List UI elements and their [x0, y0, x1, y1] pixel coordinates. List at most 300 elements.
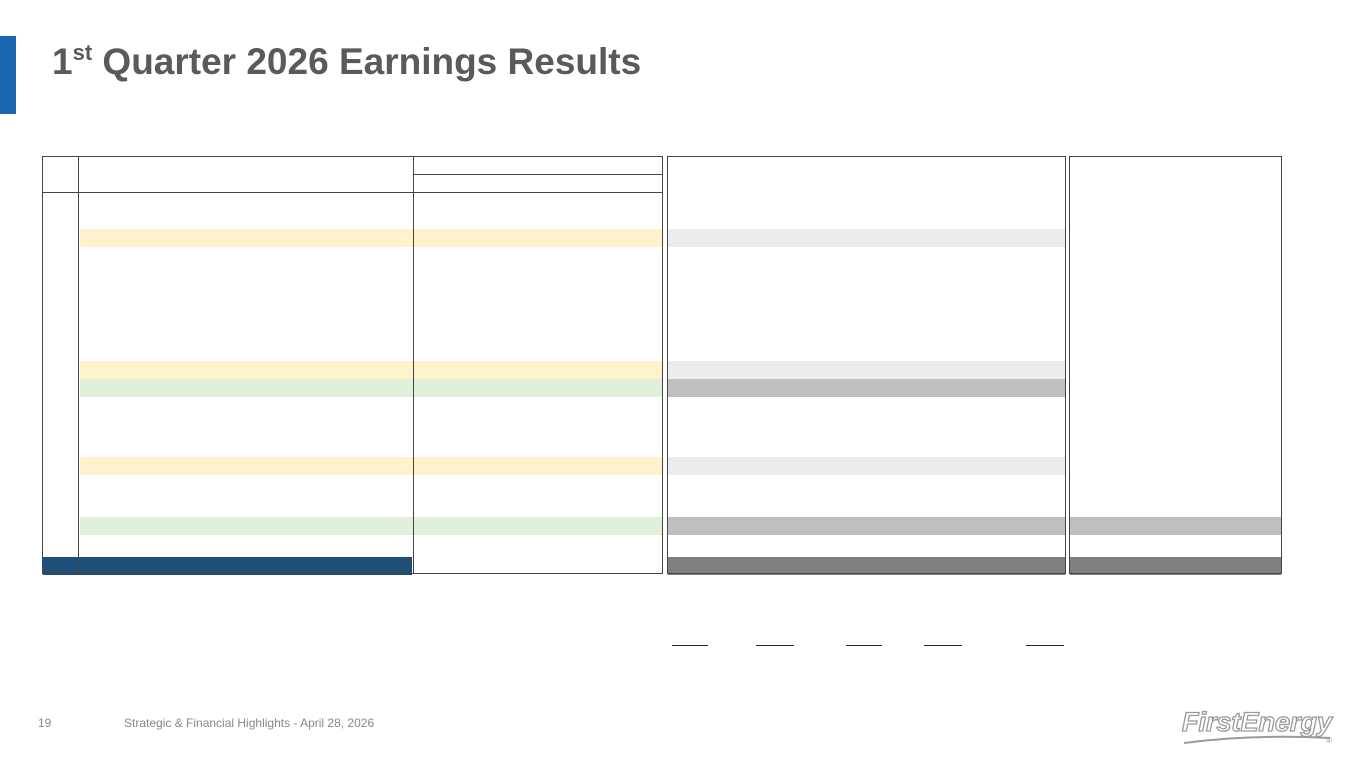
gaap-value — [602, 481, 660, 499]
core-value — [1187, 517, 1227, 535]
gaap-value — [551, 379, 597, 397]
special-value — [666, 229, 706, 247]
special-value — [752, 499, 792, 517]
special-item-value — [752, 613, 792, 629]
special-item-value — [1022, 629, 1062, 645]
row-number — [43, 211, 77, 229]
special-value — [752, 361, 792, 379]
special-item-value — [671, 597, 706, 613]
row-label — [89, 439, 419, 457]
special-item-value — [666, 613, 706, 629]
gaap-col-header — [551, 175, 597, 193]
units-header — [80, 157, 412, 175]
special-value — [1022, 481, 1062, 499]
gaap-value — [602, 439, 660, 457]
special-value — [752, 403, 792, 421]
subtotal-underline — [924, 645, 962, 646]
special-value — [840, 343, 880, 361]
special-value — [840, 361, 880, 379]
gaap-value — [465, 361, 505, 379]
special-value — [840, 379, 880, 397]
special-value — [840, 439, 880, 457]
special-value — [926, 517, 960, 535]
gaap-value — [465, 307, 505, 325]
gaap-value — [419, 211, 463, 229]
special-value — [1022, 271, 1062, 289]
gaap-value — [551, 343, 597, 361]
special-value — [1022, 211, 1062, 229]
special-value — [840, 271, 880, 289]
row-label — [89, 325, 419, 343]
core-value — [1106, 517, 1146, 535]
row-label — [89, 193, 419, 211]
row-number — [43, 379, 77, 397]
special-item-value — [926, 597, 960, 613]
special-value — [840, 403, 880, 421]
special-value — [670, 193, 706, 211]
special-value — [752, 325, 792, 343]
special-value — [920, 307, 960, 325]
special-value — [840, 421, 880, 439]
special-item-label — [413, 629, 661, 645]
gaap-value — [551, 193, 597, 211]
special-value — [1022, 403, 1062, 421]
gaap-value — [602, 307, 660, 325]
gaap-value — [465, 343, 505, 361]
special-value — [1022, 421, 1062, 439]
core-col-header — [1160, 175, 1190, 193]
special-item-label — [413, 613, 661, 629]
row-number — [43, 481, 77, 499]
special-value — [920, 229, 960, 247]
special-value — [926, 193, 960, 211]
special-value — [920, 343, 960, 361]
special-item-value — [752, 629, 792, 645]
gaap-value — [602, 193, 660, 211]
special-value — [1022, 379, 1062, 397]
special-value — [670, 557, 706, 575]
special-item-value — [1028, 648, 1062, 664]
special-item-value — [1022, 613, 1062, 629]
special-value — [752, 229, 792, 247]
gaap-col-header — [419, 175, 463, 193]
footer-text: Strategic & Financial Highlights - April 28, 2026 — [124, 716, 375, 730]
special-value — [670, 517, 706, 535]
row-label — [89, 211, 419, 229]
special-item-value — [756, 648, 792, 664]
gaap-value — [415, 517, 463, 535]
gaap-value — [602, 499, 660, 517]
gaap-value — [509, 403, 549, 421]
special-value — [1030, 557, 1062, 575]
row-number — [43, 343, 77, 361]
special-item-label — [413, 597, 661, 613]
row-label — [81, 539, 411, 557]
gaap-value — [465, 557, 505, 575]
special-item-value — [926, 648, 960, 664]
row-number — [43, 193, 77, 211]
gaap-value — [509, 379, 549, 397]
special-value — [920, 457, 960, 475]
subtotal-underline — [846, 645, 882, 646]
gaap-value — [602, 253, 660, 271]
special-item-value — [840, 613, 880, 629]
core-header — [1070, 157, 1281, 175]
gaap-value — [551, 211, 597, 229]
gaap-value — [419, 307, 463, 325]
logo-swoosh — [1184, 737, 1330, 743]
row-number — [43, 539, 77, 557]
special-value — [920, 289, 960, 307]
special-value — [666, 271, 706, 289]
gaap-value — [419, 343, 463, 361]
gaap-col-header — [602, 175, 660, 193]
gaap-value — [551, 517, 597, 535]
core-col-header — [1118, 175, 1148, 193]
special-value — [1022, 457, 1062, 475]
special-value — [666, 439, 706, 457]
gaap-value — [602, 403, 660, 421]
special-value — [752, 211, 792, 229]
special-item-value — [756, 597, 792, 613]
gaap-value — [419, 481, 463, 499]
gaap-value — [551, 253, 597, 271]
gaap-num-divider — [78, 156, 79, 574]
special-value — [840, 253, 880, 271]
special-value — [752, 379, 792, 397]
core-col-header — [1078, 175, 1108, 193]
row-label — [89, 307, 419, 325]
special-value — [920, 403, 960, 421]
gaap-value — [465, 481, 505, 499]
gaap-value — [509, 343, 549, 361]
core-value — [1238, 517, 1278, 535]
gaap-value — [415, 193, 463, 211]
row-label — [89, 499, 419, 517]
special-col-header — [672, 175, 712, 193]
gaap-value — [602, 325, 660, 343]
gaap-value — [551, 481, 597, 499]
gaap-value — [551, 439, 597, 457]
special-value — [1022, 499, 1062, 517]
special-value — [920, 439, 960, 457]
gaap-value — [602, 557, 660, 575]
gaap-value — [419, 421, 463, 439]
gaap-value — [419, 403, 463, 421]
gaap-value — [602, 361, 660, 379]
core-value — [1152, 557, 1192, 575]
core-value — [1146, 517, 1186, 535]
special-value — [752, 343, 792, 361]
gaap-value — [602, 379, 660, 397]
row-number — [43, 271, 77, 289]
gaap-value — [465, 253, 505, 271]
special-value — [1022, 361, 1062, 379]
gaap-value — [419, 439, 463, 457]
special-value — [756, 557, 792, 575]
core-box — [1069, 156, 1282, 574]
special-item-value — [920, 629, 960, 645]
special-value — [666, 499, 706, 517]
special-value — [666, 421, 706, 439]
gaap-value — [551, 499, 597, 517]
gaap-value — [602, 289, 660, 307]
gaap-value — [602, 457, 660, 475]
special-value — [666, 343, 706, 361]
core-col-header — [1196, 175, 1226, 193]
row-label — [81, 379, 411, 397]
gaap-value — [509, 193, 549, 211]
gaap-value — [602, 229, 660, 247]
special-value — [840, 229, 880, 247]
special-value — [666, 457, 706, 475]
gaap-value — [551, 361, 597, 379]
gaap-merged-value — [414, 539, 662, 557]
special-value — [840, 211, 880, 229]
gaap-value — [551, 289, 597, 307]
special-col-header — [920, 175, 960, 193]
gaap-value — [509, 325, 549, 343]
special-value — [756, 517, 792, 535]
gaap-value — [509, 307, 549, 325]
special-value — [840, 307, 880, 325]
row-label — [89, 343, 419, 361]
row-label — [89, 481, 419, 499]
special-value — [1022, 307, 1062, 325]
special-value — [848, 193, 880, 211]
special-value — [848, 517, 880, 535]
special-value — [1022, 439, 1062, 457]
row-number — [43, 439, 77, 457]
special-merged-value — [668, 539, 1065, 557]
gaap-value — [602, 517, 660, 535]
special-value — [848, 557, 880, 575]
gaap-value — [551, 457, 597, 475]
logo-wordmark: FirstEnergy — [1182, 707, 1333, 737]
special-item-label — [413, 648, 661, 664]
gaap-col-header — [465, 175, 505, 193]
gaap-value — [419, 229, 463, 247]
special-value — [752, 253, 792, 271]
special-value — [1022, 325, 1062, 343]
special-value — [1022, 343, 1062, 361]
row-number — [43, 289, 77, 307]
firstenergy-logo — [1180, 703, 1340, 747]
special-value — [926, 557, 960, 575]
subtotal-underline — [672, 645, 708, 646]
special-item-value — [848, 648, 880, 664]
gaap-value — [509, 481, 549, 499]
special-item-value — [840, 629, 880, 645]
special-value — [666, 253, 706, 271]
special-value — [920, 481, 960, 499]
gaap-value — [415, 557, 463, 575]
special-value — [920, 421, 960, 439]
gaap-value — [465, 211, 505, 229]
gaap-value — [465, 229, 505, 247]
gaap-value — [419, 379, 463, 397]
gaap-value — [465, 379, 505, 397]
core-value — [1073, 557, 1113, 575]
special-value — [920, 499, 960, 517]
special-value — [752, 421, 792, 439]
gaap-value — [551, 403, 597, 421]
special-value — [752, 481, 792, 499]
special-value — [840, 481, 880, 499]
special-value — [752, 457, 792, 475]
core-value — [1065, 517, 1105, 535]
gaap-value — [551, 421, 597, 439]
subtotal-underline — [756, 645, 794, 646]
gaap-value — [509, 439, 549, 457]
gaap-value — [509, 517, 549, 535]
page-title: 1st Quarter 2026 Earnings Results — [52, 40, 642, 82]
gaap-value — [419, 499, 463, 517]
special-value — [920, 253, 960, 271]
special-value — [752, 307, 792, 325]
row-number — [43, 325, 77, 343]
gaap-value — [509, 253, 549, 271]
special-value — [752, 289, 792, 307]
special-item-value — [920, 613, 960, 629]
special-value — [1030, 517, 1062, 535]
row-number — [43, 457, 77, 475]
gaap-value — [465, 289, 505, 307]
special-item-value — [671, 648, 706, 664]
special-value — [1022, 253, 1062, 271]
special-value — [666, 481, 706, 499]
gaap-value — [465, 325, 505, 343]
special-value — [840, 499, 880, 517]
row-label — [89, 403, 419, 421]
row-label — [89, 253, 419, 271]
special-col-header — [752, 175, 792, 193]
special-col-header — [1022, 175, 1062, 193]
gaap-value — [419, 457, 463, 475]
row-number — [43, 253, 77, 271]
row-label — [81, 229, 411, 247]
row-number — [43, 307, 77, 325]
gaap-value — [465, 271, 505, 289]
special-value — [1030, 193, 1062, 211]
subtotal-underline — [1026, 645, 1064, 646]
special-value — [840, 289, 880, 307]
special-value — [752, 271, 792, 289]
special-value — [666, 289, 706, 307]
gaap-value — [419, 361, 463, 379]
row-number — [43, 421, 77, 439]
gaap-value — [419, 271, 463, 289]
row-label — [81, 517, 411, 535]
gaap-value — [551, 307, 597, 325]
row-number — [43, 557, 77, 575]
row-number — [43, 361, 77, 379]
gaap-value — [509, 457, 549, 475]
gaap-value — [509, 271, 549, 289]
row-label — [81, 361, 411, 379]
page-number: 19 — [38, 716, 52, 730]
special-value — [752, 439, 792, 457]
special-item-value — [666, 629, 706, 645]
core-merged-value — [1070, 539, 1281, 557]
row-label — [81, 557, 411, 575]
gaap-value — [551, 229, 597, 247]
special-item-value — [848, 597, 880, 613]
core-value — [1112, 557, 1152, 575]
gaap-value — [509, 421, 549, 439]
special-value — [666, 361, 706, 379]
gaap-col-header — [509, 175, 549, 193]
special-col-header — [845, 175, 885, 193]
special-value — [666, 211, 706, 229]
gaap-value — [551, 557, 597, 575]
gaap-value — [419, 289, 463, 307]
gaap-value — [509, 229, 549, 247]
gaap-value — [602, 343, 660, 361]
special-value — [920, 271, 960, 289]
gaap-value — [465, 439, 505, 457]
core-col-header — [1250, 175, 1280, 193]
special-value — [666, 403, 706, 421]
special-items-header — [668, 156, 1065, 174]
gaap-value — [509, 499, 549, 517]
gaap-value — [509, 557, 549, 575]
special-value — [666, 325, 706, 343]
gaap-value — [465, 499, 505, 517]
gaap-value — [465, 517, 505, 535]
gaap-value — [465, 403, 505, 421]
gaap-value — [419, 253, 463, 271]
row-label — [89, 271, 419, 289]
gaap-value — [465, 421, 505, 439]
row-number — [43, 403, 77, 421]
special-value — [666, 379, 706, 397]
gaap-value — [509, 211, 549, 229]
special-value — [1022, 289, 1062, 307]
special-value — [920, 379, 960, 397]
gaap-value — [602, 421, 660, 439]
special-value — [920, 325, 960, 343]
row-label — [89, 289, 419, 307]
special-value — [840, 325, 880, 343]
gaap-header — [414, 156, 662, 174]
gaap-value — [551, 325, 597, 343]
gaap-value — [602, 211, 660, 229]
special-value — [666, 307, 706, 325]
core-value — [1192, 557, 1232, 575]
row-label — [81, 457, 411, 475]
gaap-value — [465, 457, 505, 475]
gaap-value — [551, 271, 597, 289]
core-value — [1240, 557, 1280, 575]
special-item-value — [1028, 597, 1062, 613]
logo-registered-mark: ® — [1326, 736, 1332, 745]
row-label — [89, 421, 419, 439]
special-value — [920, 361, 960, 379]
row-number — [43, 517, 77, 535]
gaap-value — [509, 361, 549, 379]
gaap-value — [419, 325, 463, 343]
gaap-value — [465, 193, 505, 211]
special-value — [840, 457, 880, 475]
gaap-value — [602, 271, 660, 289]
special-value — [756, 193, 792, 211]
gaap-value — [509, 289, 549, 307]
row-number — [43, 229, 77, 247]
row-number — [43, 499, 77, 517]
special-value — [920, 211, 960, 229]
special-items-title — [413, 580, 661, 596]
